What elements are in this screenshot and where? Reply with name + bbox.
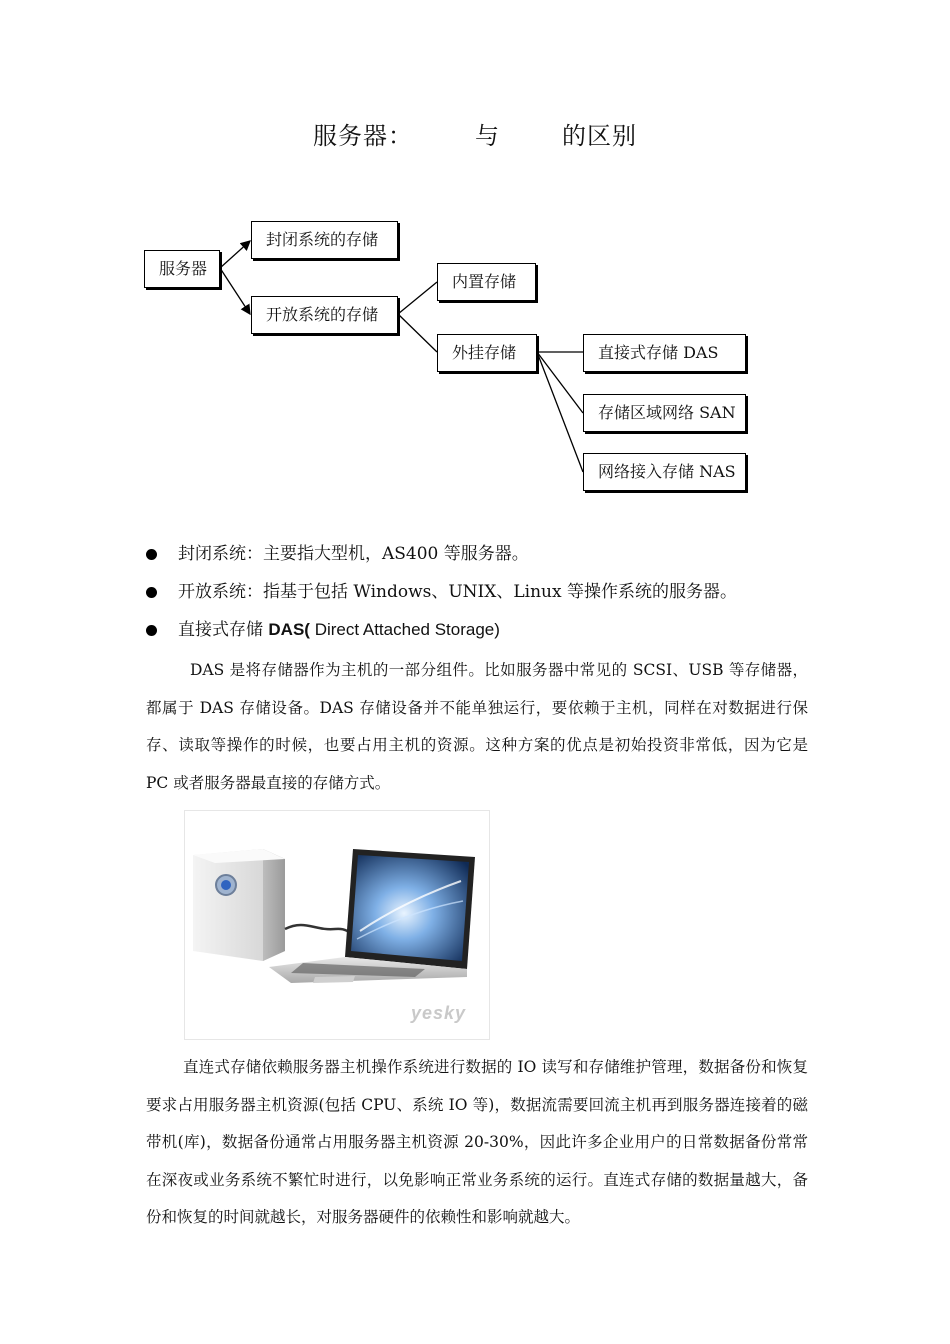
title-part-2: 与 xyxy=(475,122,500,150)
image-watermark: yesky xyxy=(411,1003,467,1023)
bullet-das-prefix: 直接式存储 xyxy=(178,620,269,640)
node-open-storage: 开放系统的存储 xyxy=(251,296,398,334)
node-server: 服务器 xyxy=(144,250,220,288)
bullet-das-bold: DAS( xyxy=(268,620,310,639)
paragraph-das-intro: DAS 是将存储器作为主机的一部分组件。比如服务器中常见的 SCSI、USB 等存储器，都属于 DAS 存储设备。DAS 存储设备并不能单独运行，要依赖于主机，同样在对数据进行保存、读取等操作的时候，也要占用主机的资源。这种方案的优点是初始投资非常低，因为它是 PC 或者服务器最直接的存储方式。 xyxy=(146,661,808,792)
node-internal-storage: 内置存储 xyxy=(437,263,536,301)
paragraph-das-details: 直连式存储依赖服务器主机操作系统进行数据的 IO 读写和存储维护管理，数据备份和恢复要求占用服务器主机资源(包括 CPU、系统 IO 等)，数据流需要回流主机再到服务器连接着的磁带机(库)，数据备份通常占用服务器主机资源 20-30%，因此许多企业用户的日常数据备份常常在深夜或业务系统不繁忙时进行，以免影响正常业务系统的运行。直连式存储的数据量越大，备份和恢复的时间就越长，对服务器硬件的依赖性和影响就越大。 xyxy=(146,1058,808,1226)
bullet-text xyxy=(178,617,500,643)
bullet-das-suffix: Direct Attached Storage) xyxy=(309,620,500,639)
bullet-dot xyxy=(146,625,157,636)
bullet-dot xyxy=(146,587,157,598)
node-nas: 网络接入存储 NAS xyxy=(583,453,746,491)
line-to-san xyxy=(537,352,583,413)
node-external-storage: 外挂存储 xyxy=(437,334,537,372)
node-das: 直接式存储 DAS xyxy=(583,334,746,372)
title-part-1: 服务器： xyxy=(313,122,413,150)
line-to-nas xyxy=(537,352,583,472)
bullet-text: 封闭系统：主要指大型机，AS400 等服务器。 xyxy=(178,544,529,564)
arrow-to-open xyxy=(220,268,250,314)
arrow-to-closed xyxy=(220,241,250,268)
node-closed-storage: 封闭系统的存储 xyxy=(251,221,398,259)
line-to-external xyxy=(398,314,437,352)
bullet-text: 开放系统：指基于包括 Windows、UNIX、Linux 等操作系统的服务器。 xyxy=(178,582,737,602)
line-to-internal xyxy=(398,282,437,314)
title-part-3: 的区别 xyxy=(562,122,637,150)
node-san: 存储区域网络 SAN xyxy=(583,394,746,432)
bullet-dot xyxy=(146,549,157,560)
diagram-connectors xyxy=(0,0,950,520)
das-photo xyxy=(184,810,490,1040)
